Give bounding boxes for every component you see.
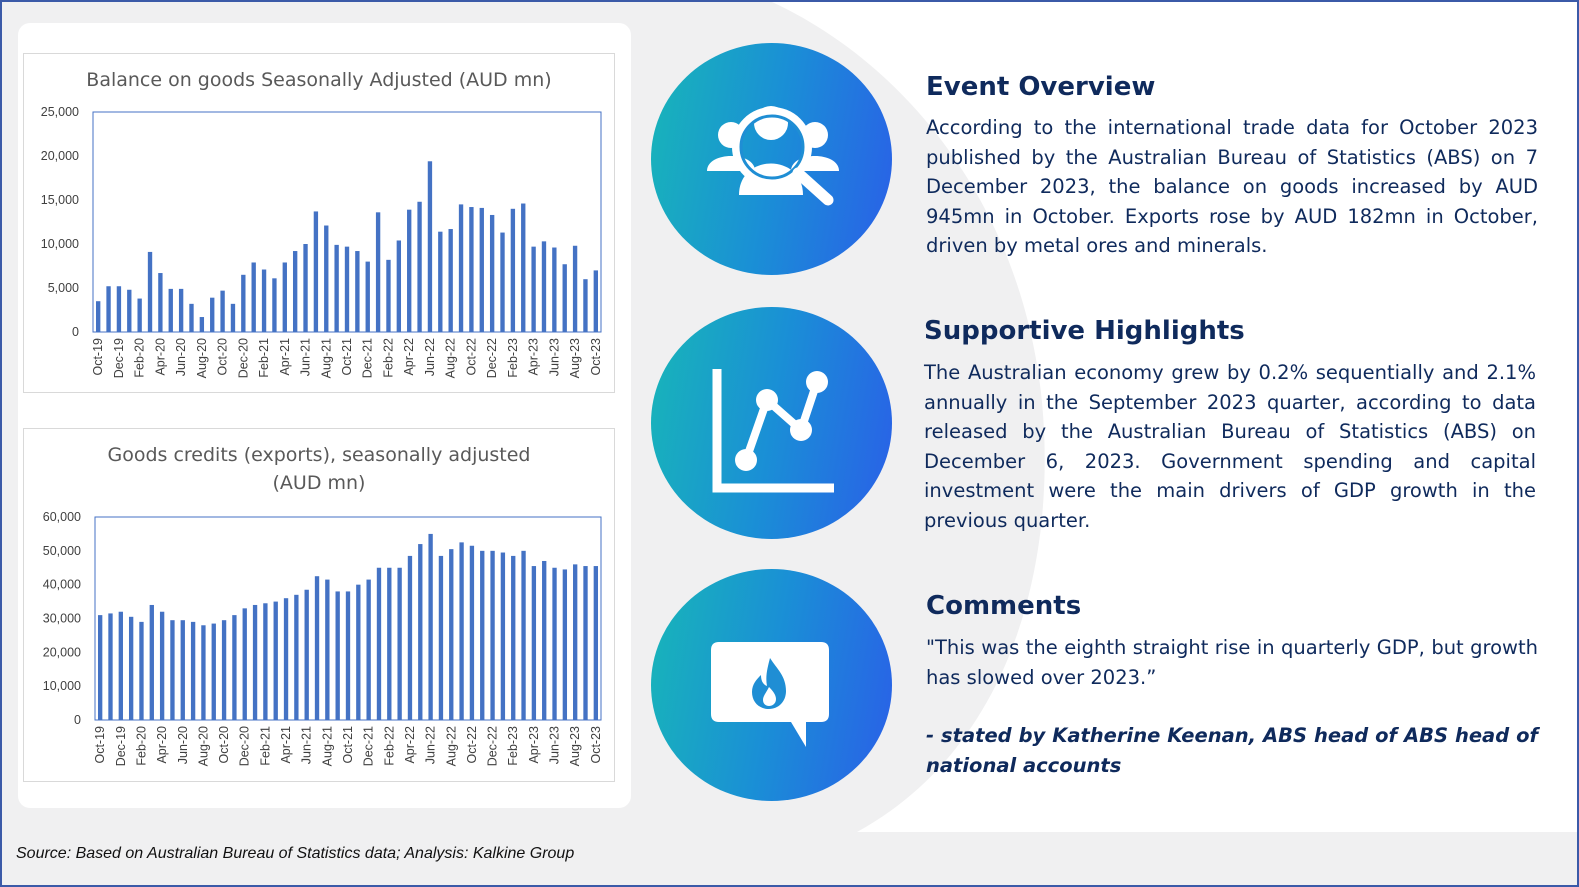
bar-Jun-20 xyxy=(179,289,183,332)
bar-Dec-19 xyxy=(119,612,123,720)
x-tick-label: Feb-21 xyxy=(257,338,272,378)
bar-Mar-22 xyxy=(397,568,401,720)
bar-Dec-19 xyxy=(117,286,121,332)
bar-Aug-21 xyxy=(325,580,329,720)
bar-Oct-23 xyxy=(594,566,598,720)
bar-Jan-20 xyxy=(129,617,133,720)
bar-May-22 xyxy=(417,202,421,332)
supportive-highlights-text: The Australian economy grew by 0.2% sequentially and 2.1% annually in the September 2023 quarter, according to data released by the Australian Bureau of Statistics (ABS) on December 6, 2023. Government spending and capital investment were the main drivers of GDP growth in the previous quarter. xyxy=(924,361,1536,532)
x-tick-label: Jun-23 xyxy=(547,338,562,377)
bar-Apr-23 xyxy=(532,566,536,720)
bar-Nov-22 xyxy=(480,208,484,332)
balance-chart xyxy=(24,54,614,392)
bar-Mar-23 xyxy=(521,551,525,720)
bar-Jul-22 xyxy=(439,556,443,720)
comments-heading: Comments xyxy=(926,591,1082,621)
x-tick-label: Aug-21 xyxy=(320,726,335,767)
bar-Sep-22 xyxy=(459,204,463,332)
bar-Oct-20 xyxy=(222,620,226,720)
x-tick-label: Apr-22 xyxy=(402,726,417,764)
line-chart-icon xyxy=(651,307,892,539)
bar-Sep-20 xyxy=(210,298,214,332)
x-tick-label: Oct-22 xyxy=(464,338,479,376)
bar-Jul-22 xyxy=(438,232,442,332)
bar-Oct-22 xyxy=(470,546,474,720)
bar-Apr-20 xyxy=(158,273,162,332)
x-tick-label: Feb-20 xyxy=(132,338,147,378)
bar-Jul-21 xyxy=(315,576,319,720)
bar-May-21 xyxy=(294,595,298,720)
bar-Sep-21 xyxy=(336,591,340,720)
x-tick-label: Dec-21 xyxy=(361,726,376,767)
event-overview-heading: Event Overview xyxy=(926,72,1156,102)
x-tick-label: Dec-19 xyxy=(111,338,126,379)
y-tick-label: 15,000 xyxy=(40,193,79,207)
exports-chart-card xyxy=(23,428,615,782)
bar-Jan-21 xyxy=(252,262,256,332)
x-tick-label: Oct-21 xyxy=(341,726,355,764)
bar-Nov-21 xyxy=(356,585,360,720)
x-tick-label: Oct-23 xyxy=(588,726,603,764)
bar-Feb-20 xyxy=(139,622,143,720)
y-tick-label: 0 xyxy=(74,713,81,727)
bar-May-21 xyxy=(293,251,297,332)
bar-Jul-20 xyxy=(189,304,193,332)
x-tick-label: Dec-21 xyxy=(360,338,375,379)
exports-chart-title-text: Goods credits (exports), seasonally adjusted (AUD mn) xyxy=(107,444,531,494)
x-tick-label: Feb-23 xyxy=(505,338,520,378)
y-tick-label: 40,000 xyxy=(42,577,81,592)
bar-Jun-22 xyxy=(428,534,432,720)
x-tick-label: Apr-22 xyxy=(402,338,417,376)
bar-Nov-22 xyxy=(480,551,484,720)
bar-Dec-21 xyxy=(366,580,370,720)
bar-Jan-22 xyxy=(377,568,381,720)
bar-Dec-22 xyxy=(490,215,494,332)
bar-Aug-22 xyxy=(448,229,452,332)
comments-quote: "This was the eighth straight rise in quarterly GDP, but growth has slowed over 2023.” xyxy=(926,636,1538,689)
x-tick-label: Aug-20 xyxy=(196,726,211,767)
bar-Aug-22 xyxy=(449,549,453,720)
bar-Dec-21 xyxy=(366,262,370,332)
bar-Mar-23 xyxy=(521,204,525,332)
x-tick-label: Oct-22 xyxy=(464,726,479,764)
x-tick-label: Aug-23 xyxy=(568,338,583,379)
bar-Feb-21 xyxy=(262,270,266,332)
x-tick-label: Feb-20 xyxy=(134,726,149,766)
bar-Jan-23 xyxy=(501,553,505,720)
x-tick-label: Jun-20 xyxy=(174,338,189,377)
supportive-highlights-heading: Supportive Highlights xyxy=(924,316,1245,346)
x-tick-label: Jun-21 xyxy=(299,726,314,765)
x-tick-label: Oct-20 xyxy=(217,726,232,764)
x-tick-label: Apr-23 xyxy=(526,338,541,376)
bar-Feb-22 xyxy=(386,260,390,332)
x-tick-label: Oct-19 xyxy=(91,338,106,376)
event-overview-text: According to the international trade data for October 2023 published by the Australian Bureau of Statistics (ABS) on 7 December 2023, the balance on goods increased by AUD 945mn in October. Exports rose by AUD 182mn in October, driven by metal ores and minerals. xyxy=(926,116,1538,258)
bar-May-23 xyxy=(542,561,546,720)
x-tick-label: Aug-20 xyxy=(194,338,209,379)
balance-chart-title: Balance on goods Seasonally Adjusted (AUD mn) xyxy=(86,69,552,91)
quote-attribution: - stated by Katherine Keenan, ABS head of ABS head of national accounts xyxy=(926,724,1538,777)
bar-Apr-20 xyxy=(160,612,164,720)
bar-Sep-23 xyxy=(583,566,587,720)
bar-May-20 xyxy=(170,620,174,720)
x-tick-label: Feb-23 xyxy=(506,726,521,766)
x-tick-label: Jun-20 xyxy=(175,726,190,765)
bar-Jun-20 xyxy=(181,620,185,720)
bar-Jul-20 xyxy=(191,622,195,720)
x-tick-label: Jun-22 xyxy=(422,338,437,377)
x-tick-label: Feb-21 xyxy=(258,726,273,766)
x-tick-label: Dec-20 xyxy=(237,726,252,767)
x-tick-label: Oct-19 xyxy=(93,726,108,764)
bar-Jun-21 xyxy=(305,590,309,720)
bar-Oct-23 xyxy=(594,270,598,332)
y-tick-label: 20,000 xyxy=(40,149,79,163)
bar-Feb-20 xyxy=(137,299,141,332)
y-tick-label: 0 xyxy=(72,325,79,339)
y-tick-label: 60,000 xyxy=(42,510,81,524)
bar-Mar-22 xyxy=(397,240,401,332)
x-tick-label: Dec-20 xyxy=(236,338,251,379)
x-tick-label: Jun-23 xyxy=(547,726,562,765)
x-tick-label: Feb-22 xyxy=(381,338,396,378)
x-tick-label: Dec-19 xyxy=(113,726,128,767)
bar-Oct-22 xyxy=(469,207,473,332)
bar-Nov-20 xyxy=(232,615,236,720)
y-tick-label: 25,000 xyxy=(40,105,79,119)
y-tick-label: 10,000 xyxy=(42,679,81,694)
bar-Aug-21 xyxy=(324,226,328,332)
y-tick-label: 50,000 xyxy=(42,543,81,558)
bar-Mar-21 xyxy=(272,278,276,332)
bar-Dec-20 xyxy=(243,608,247,720)
exports-chart xyxy=(24,429,614,781)
comments-circle xyxy=(651,569,892,801)
bar-Jun-23 xyxy=(552,248,556,332)
bar-Sep-21 xyxy=(334,245,338,332)
bar-Sep-20 xyxy=(212,624,216,720)
bar-Feb-22 xyxy=(387,568,391,720)
bar-Nov-21 xyxy=(355,251,359,332)
bar-Jan-22 xyxy=(376,212,380,332)
x-tick-label: Apr-23 xyxy=(526,726,541,764)
bar-Oct-19 xyxy=(98,615,102,720)
x-tick-label: Aug-23 xyxy=(568,726,583,767)
y-tick-label: 20,000 xyxy=(42,645,81,660)
bar-May-20 xyxy=(169,289,173,332)
bar-May-23 xyxy=(542,241,546,332)
bar-Jun-23 xyxy=(552,568,556,720)
charts-panel xyxy=(18,23,631,808)
x-tick-label: Oct-20 xyxy=(215,338,230,376)
x-tick-label: Feb-22 xyxy=(382,726,397,766)
bar-Mar-20 xyxy=(148,252,152,332)
bar-Jul-23 xyxy=(563,264,567,332)
bar-May-22 xyxy=(418,544,422,720)
bar-Aug-23 xyxy=(573,246,577,332)
bar-Mar-21 xyxy=(274,602,278,720)
bar-Dec-22 xyxy=(490,551,494,720)
x-tick-label: Apr-20 xyxy=(153,338,168,376)
bar-Oct-21 xyxy=(346,591,350,720)
overview-circle xyxy=(651,43,892,275)
x-tick-label: Aug-22 xyxy=(444,726,459,767)
bar-Apr-21 xyxy=(283,262,287,332)
bar-Jul-23 xyxy=(563,569,567,720)
people-search-icon xyxy=(651,43,892,275)
bar-Apr-22 xyxy=(407,210,411,332)
x-tick-label: Dec-22 xyxy=(485,337,500,379)
highlights-circle xyxy=(651,307,892,539)
x-tick-label: Apr-20 xyxy=(155,726,170,764)
x-tick-label: Jun-22 xyxy=(423,726,438,765)
bar-Jan-20 xyxy=(127,290,131,332)
bar-Jan-21 xyxy=(253,605,257,720)
bar-Oct-21 xyxy=(345,247,349,332)
bar-Apr-22 xyxy=(408,556,412,720)
bar-Mar-20 xyxy=(150,605,154,720)
bar-Nov-20 xyxy=(231,304,235,332)
balance-chart-card xyxy=(23,53,615,393)
x-tick-label: Aug-21 xyxy=(319,338,334,379)
bar-Feb-23 xyxy=(511,556,515,720)
bar-Aug-23 xyxy=(573,564,577,720)
bar-Nov-19 xyxy=(108,613,112,720)
x-tick-label: Jun-21 xyxy=(298,338,313,377)
bar-Feb-21 xyxy=(263,603,267,720)
bar-Oct-20 xyxy=(220,291,224,332)
x-tick-label: Dec-22 xyxy=(485,726,500,767)
bar-Aug-20 xyxy=(200,317,204,332)
source-note: Source: Based on Australian Bureau of Statistics data; Analysis: Kalkine Group xyxy=(16,845,575,862)
bar-Jun-21 xyxy=(303,244,307,332)
bar-Dec-20 xyxy=(241,275,245,332)
bar-Sep-23 xyxy=(583,279,587,332)
bar-Jun-22 xyxy=(428,161,432,332)
y-tick-label: 30,000 xyxy=(42,611,81,626)
bar-Jul-21 xyxy=(314,211,318,332)
bar-Feb-23 xyxy=(511,209,515,332)
y-tick-label: 10,000 xyxy=(40,237,79,251)
y-tick-label: 5,000 xyxy=(47,281,79,295)
x-tick-label: Apr-21 xyxy=(279,726,294,764)
x-tick-label: Aug-22 xyxy=(443,338,458,379)
bar-Apr-23 xyxy=(531,247,535,332)
bar-Jan-23 xyxy=(500,233,504,332)
x-tick-label: Apr-21 xyxy=(277,338,292,376)
bar-Oct-19 xyxy=(96,301,100,332)
bar-Sep-22 xyxy=(459,542,463,720)
bar-Apr-21 xyxy=(284,598,288,720)
x-tick-label: Oct-23 xyxy=(588,338,603,376)
bar-Aug-20 xyxy=(201,625,205,720)
bar-Nov-19 xyxy=(106,286,110,332)
x-tick-label: Oct-21 xyxy=(340,338,354,376)
chat-flame-icon xyxy=(651,569,892,801)
